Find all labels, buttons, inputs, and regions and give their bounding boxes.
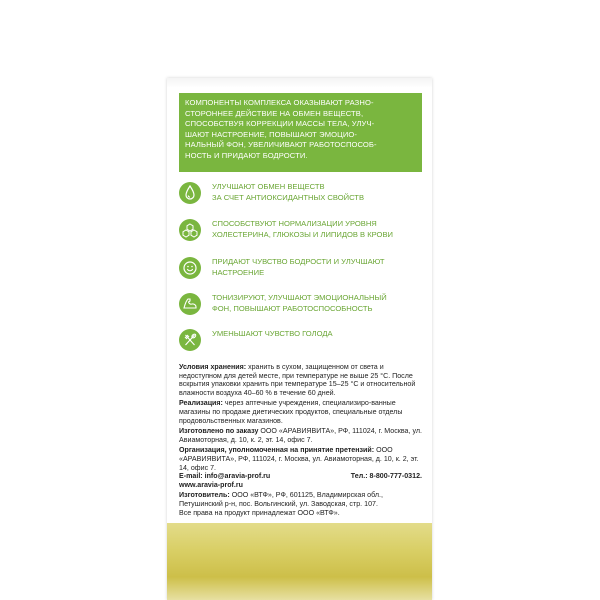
benefit-item	[179, 219, 422, 245]
storage-label: Условия хранения:	[179, 363, 247, 371]
storage-paragraph	[179, 363, 422, 397]
description-text: КОМПОНЕНТЫ КОМПЛЕКСА ОКАЗЫВАЮТ РАЗНО- СТОРОННЕЕ ДЕЙСТВИЕ НА ОБМЕН ВЕЩЕСТВ, СПОСОБСТВУЯ КОРРЕКЦИИ МАССЫ ТЕЛА, УЛУЧ- ШАЮТ НАСТРОЕНИЕ, ПОВЫШАЮТ ЭМОЦИО- НАЛЬНЫЙ ФОН, УВЕЛИЧИВАЮТ РАБОТОСПОСОБ- НОСТЬ И ПРИДАЮТ БОДРОСТИ.	[185, 98, 377, 160]
gold-foil-band	[167, 523, 432, 600]
ordered-text: ООО «АРАВИЯВИТА», РФ, 111024, г. Москва, ул. Авиамоторная, д. 10, к. 2, эт. 14, офис 7.	[179, 427, 422, 444]
storage-text: хранить в сухом, защищенном от света и недоступном для детей месте, при температуре не выше 25 °С. После вскрытия упаковки хранить при температуре 15–25 °С и относительной влажности воздуха 40–60 % в течение 60 дней.	[179, 363, 416, 397]
box-top-strip	[167, 78, 432, 88]
benefit-item	[179, 257, 422, 283]
manufacturer-paragraph	[179, 491, 422, 508]
manufacturer-text: ООО «ВТФ», РФ, 601125, Владимирская обл., Петушинский р-н, пос. Вольгинский, ул. Заводская, стр. 107.	[179, 491, 383, 508]
benefit-text: ТОНИЗИРУЮТ, УЛУЧШАЮТ ЭМОЦИОНАЛЬНЫЙ ФОН, ПОВЫШАЮТ РАБОТОСПОСОБНОСТЬ	[212, 293, 387, 313]
molecule-icon	[179, 219, 201, 241]
benefit-text: ПРИДАЮТ ЧУВСТВО БОДРОСТИ И УЛУЧШАЮТ НАСТРОЕНИЕ	[212, 257, 385, 277]
smile-icon	[179, 257, 201, 279]
website-text: www.aravia-prof.ru	[179, 480, 243, 489]
benefit-item	[179, 182, 422, 208]
rights-text: Все права на продукт принадлежат ООО «ВТФ».	[179, 508, 340, 517]
contact-row	[179, 472, 422, 481]
description-panel	[179, 93, 422, 172]
sale-label: Реализация:	[179, 399, 223, 408]
product-box-back	[167, 78, 432, 600]
muscle-icon	[179, 293, 201, 315]
benefit-text: УЛУЧШАЮТ ОБМЕН ВЕЩЕСТВ ЗА СЧЕТ АНТИОКСИДАНТНЫХ СВОЙСТВ	[212, 182, 365, 202]
benefit-item	[179, 293, 422, 319]
benefit-text: УМЕНЬШАЮТ ЧУВСТВО ГОЛОДА	[212, 329, 333, 338]
phone-text: Тел.: 8-800-777-0312.	[350, 472, 422, 481]
claims-label: Организация, уполномоченная на принятие претензий:	[179, 446, 375, 455]
claims-text: ООО «АРАВИЯВИТА», РФ, 111024, г. Москва, ул. Авиамоторная, д. 10, к. 2, эт. 14, офис 7.	[179, 446, 419, 472]
ordered-label: Изготовлено по заказу	[179, 427, 259, 436]
fork-spoon-icon	[179, 329, 201, 351]
sale-text: через аптечные учреждения, специализиро-ванные магазины по продаже диетических продуктов, специальные отделы продовольственных магазинов.	[179, 399, 403, 425]
claims-paragraph	[179, 446, 422, 472]
info-block	[179, 363, 422, 519]
sale-paragraph	[179, 399, 422, 425]
benefit-text: СПОСОБСТВУЮТ НОРМАЛИЗАЦИИ УРОВНЯ ХОЛЕСТЕРИНА, ГЛЮКОЗЫ И ЛИПИДОВ В КРОВИ	[212, 219, 393, 239]
ordered-paragraph	[179, 427, 422, 444]
manufacturer-label: Изготовитель:	[179, 491, 230, 500]
benefit-item	[179, 329, 422, 355]
email-text: E-mail: info@aravia-prof.ru	[179, 472, 271, 481]
drop-icon	[179, 182, 201, 204]
